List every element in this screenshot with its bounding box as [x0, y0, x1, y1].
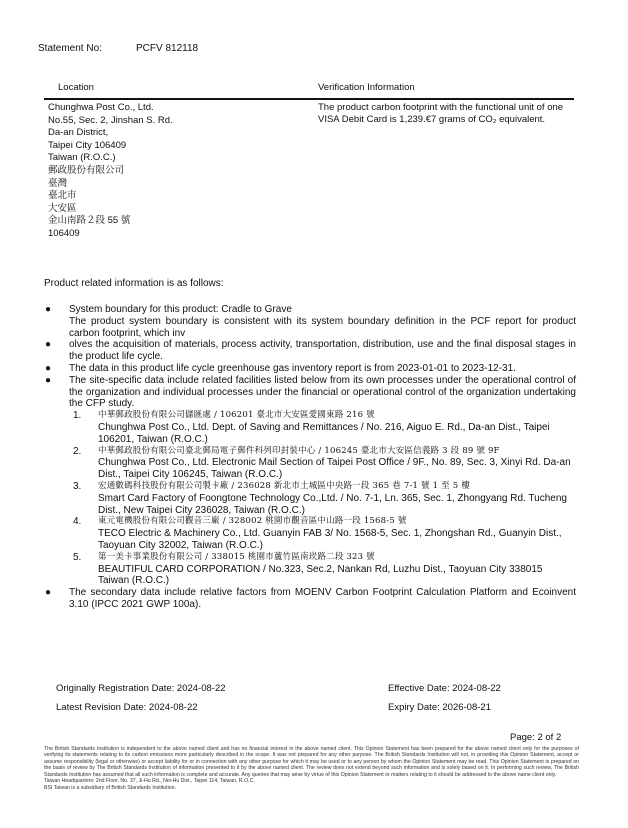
- bullet-icon: ●: [45, 339, 52, 351]
- address-line: No.55, Sec. 2, Jinshan S. Rd.: [48, 114, 173, 126]
- bullet-icon: ●: [45, 362, 52, 374]
- facility-number: 3.: [73, 480, 82, 492]
- address-line: Taipei City 106409: [48, 139, 127, 151]
- bullet-icon: ●: [45, 374, 52, 386]
- bullet-icon: ●: [45, 587, 52, 599]
- page-number: Page: 2 of 2: [510, 732, 562, 743]
- facility-item: [73, 410, 576, 445]
- facility-item: [73, 481, 576, 516]
- verification-text: The product carbon footprint with the functional unit of one VISA Debit Card is 1,239.€7 grams of CO₂ equivalent.: [318, 102, 564, 126]
- headquarters-address: Taiwan Headquarters: 2nd Floor, No. 37, Ji-Hu Rd., Nei-Hu Dist., Taipei 114, Taiwan, R.O.C.: [44, 778, 255, 785]
- subsidiary-note: BSI Taiwan is a subsidiary of British Standards Institution.: [44, 784, 176, 791]
- facility-name-zh: 中華郵政股份有限公司儲匯處 / 106201 臺北市大安區愛國東路 216 號: [98, 410, 375, 421]
- effective-date: Effective Date: 2024-08-22: [388, 683, 501, 694]
- facility-number: 2.: [73, 445, 82, 457]
- statement-label: Statement No:: [38, 43, 102, 54]
- address-line: Da-an District,: [48, 127, 109, 139]
- facility-number: 4.: [73, 516, 82, 528]
- bullet-data-period: The data in this product life cycle greenhouse gas inventory report is from 2023-01-01 to 2023-12-31.: [69, 362, 516, 374]
- facility-name-zh: 第一美卡事業股份有限公司 / 338015 桃園市蘆竹區南崁路二段 323 號: [98, 551, 375, 562]
- product-info-list: [44, 304, 576, 611]
- facility-list: [44, 410, 576, 587]
- facility-number: 5.: [73, 551, 82, 563]
- address-line: 臺灣: [48, 177, 68, 189]
- facility-name-en: Chunghwa Post Co., Ltd. Electronic Mail Section of Taipei Post Office / 9F., No. 89, Sec. 3, Xinyi Rd. Da-an Dist., Taipei City 106245, Taiwan (R.O.C.): [98, 457, 571, 481]
- bullet-site-specific-data: The site-specific data include related facilities listed below from its own processes under the operational control of the organization and individual processes under the financial or operational control of the organization undertaking the CFP study.: [69, 374, 576, 410]
- address-line: 106409: [48, 227, 80, 239]
- validity-dates: [388, 680, 501, 717]
- bullet-system-boundary: System boundary for this product: Cradle to Grave The product system boundary is consistent with its system boundary definition in the PCF report for product carbon footprint, which inv: [69, 304, 576, 339]
- address-line: 大安區: [48, 202, 77, 214]
- bullet-item: [44, 304, 576, 339]
- statement-number-row: [38, 43, 198, 54]
- bullet-secondary-data: The secondary data include relative factors from MOENV Carbon Footprint Calculation Platform and Ecoinvent 3.10 (IPCC 2021 GWP 100a).: [69, 587, 576, 610]
- address-line: Chunghwa Post Co., Ltd.: [48, 102, 154, 113]
- facility-item: [73, 516, 576, 551]
- table-header-rule: [44, 98, 574, 100]
- facility-name-en: Chunghwa Post Co., Ltd. Dept. of Saving and Remittances / No. 216, Aiguo E. Rd., Da-an Dist., Taipei 106201, Taiwan (R.O.C.): [98, 421, 550, 445]
- facility-item: [73, 552, 576, 587]
- bullet-item: [44, 363, 576, 375]
- bullet-item: [44, 339, 576, 363]
- address-line: Taiwan (R.O.C.): [48, 152, 116, 164]
- facility-name-en: BEAUTIFUL CARD CORPORATION / No.323, Sec.2, Nankan Rd, Luzhu Dist., Taoyuan City 338015 Taiwan (R.O.C.): [98, 563, 543, 587]
- location-header: Location: [58, 82, 94, 93]
- location-address: [48, 102, 173, 241]
- verification-header: Verification Information: [318, 82, 415, 93]
- address-line: 郵政股份有限公司: [48, 164, 125, 176]
- facility-name-en: Smart Card Factory of Foongtone Technology Co.,Ltd. / No. 7-1, Ln. 365, Sec. 1, Zhongyang Rd. Tucheng Dist., New Taipei City 236028, Taiwan (R.O.C.): [98, 492, 567, 516]
- bullet-item: [44, 375, 576, 410]
- expiry-date: Expiry Date: 2026-08-21: [388, 701, 491, 713]
- latest-revision-date: Latest Revision Date: 2024-08-22: [56, 701, 198, 713]
- statement-number: PCFV 812118: [136, 43, 199, 54]
- registration-dates: [56, 680, 226, 717]
- facility-name-zh: 宏通數碼科技股份有限公司製卡廠 / 236028 新北市土城區中央路一段 365 巷 7-1 號 1 至 5 樓: [98, 480, 470, 491]
- bullet-life-cycle-stages: olves the acquisition of materials, process activity, transportation, distribution, use and the final disposal stages in the product life cycle.: [69, 339, 576, 363]
- bullet-icon: ●: [45, 304, 52, 315]
- original-registration-date: Originally Registration Date: 2024-08-22: [56, 683, 226, 694]
- facility-item: [73, 446, 576, 481]
- facility-name-zh: 中華郵政股份有限公司臺北郵局電子郵件科列印封裝中心 / 106245 臺北市大安區信義路 3 段 89 號 9F: [98, 445, 500, 456]
- bullet-item: [44, 587, 576, 611]
- address-line: 臺北市: [48, 190, 77, 202]
- product-info-heading: Product related information is as follows:: [44, 278, 224, 289]
- disclaimer-text: The British Standards Institution is independent to the above named client and has no financial interest in the above named client. This Opinion Statement has been prepared for the above named client only for the purposes of verifying its statements relating to its carbon emissions more particularly described in the scope. It was not prepared for any other purpose. The British Standards Institution will not, in providing this Opinion Statement, accept or assume responsibility (legal or otherwise) or accept liability for or in connection with any other purpose for which it may be used or to any person by whom the Opinion Statement may be read. This Opinion Statement is prepared on the basis of review by The British Standards Institution of information presented to it by the above named client. The review does not extend beyond such information and is solely based on it. In performing such review, The British Standards Institution has assumed that all such information is complete and accurate. Any queries that may arise by virtue of this Opinion Statement or matters relating to it should be addressed to the above name client only.: [44, 746, 579, 778]
- facility-name-zh: 東元電機股份有限公司觀音三廠 / 328002 桃園市觀音區中山路一段 1568-5 號: [98, 516, 407, 527]
- address-line: 金山南路２段 55 號: [48, 215, 131, 227]
- footer-disclaimer: [44, 746, 579, 791]
- facility-number: 1.: [73, 410, 82, 422]
- facility-name-en: TECO Electric & Machinery Co., Ltd. Guanyin FAB 3/ No. 1568-5, Sec. 1, Zhongshan Rd., Guanyin Dist., Taoyuan City 32002, Taiwan (R.O.C.): [98, 528, 562, 551]
